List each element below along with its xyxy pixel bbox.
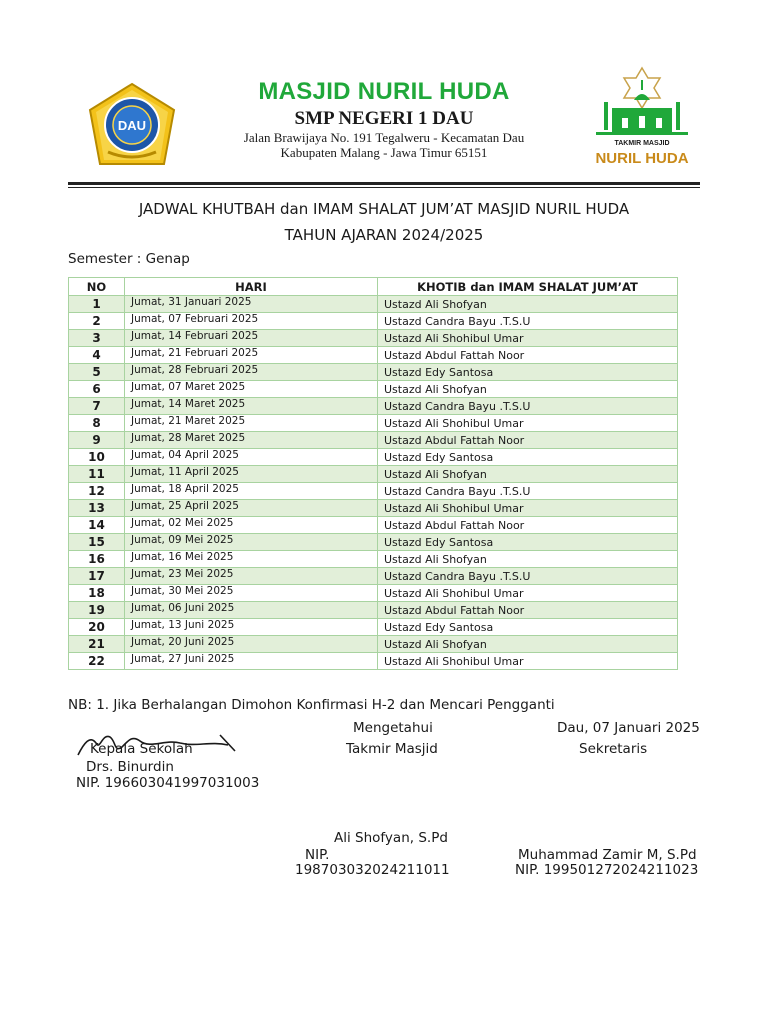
header-hari: HARI <box>125 278 378 296</box>
row-khotib: Ustazd Edy Santosa <box>378 619 678 636</box>
table-header-row <box>69 278 678 296</box>
row-number: 20 <box>69 619 125 636</box>
table-row <box>69 449 678 466</box>
table-row <box>69 466 678 483</box>
row-date: Jumat, 11 April 2025 <box>125 466 378 483</box>
row-number: 7 <box>69 398 125 415</box>
table-row <box>69 500 678 517</box>
table-row <box>69 602 678 619</box>
row-date: Jumat, 14 Maret 2025 <box>125 398 378 415</box>
kepala-sekolah-name: Drs. Binurdin <box>86 759 174 775</box>
table-row <box>69 483 678 500</box>
table-row <box>69 534 678 551</box>
row-khotib: Ustazd Candra Bayu .T.S.U <box>378 568 678 585</box>
mengetahui-label: Mengetahui <box>353 720 433 736</box>
takmir-masjid-title: Takmir Masjid <box>346 741 438 757</box>
row-number: 3 <box>69 330 125 347</box>
table-row <box>69 364 678 381</box>
row-khotib: Ustazd Edy Santosa <box>378 364 678 381</box>
row-khotib: Ustazd Edy Santosa <box>378 449 678 466</box>
address-line-2: Kabupaten Malang - Jawa Timur 65151 <box>280 145 488 160</box>
row-khotib: Ustazd Ali Shofyan <box>378 466 678 483</box>
row-khotib: Ustazd Ali Shofyan <box>378 636 678 653</box>
row-date: Jumat, 30 Mei 2025 <box>125 585 378 602</box>
row-date: Jumat, 16 Mei 2025 <box>125 551 378 568</box>
row-khotib: Ustazd Ali Shohibul Umar <box>378 500 678 517</box>
sekretaris-title: Sekretaris <box>579 741 648 757</box>
row-date: Jumat, 04 April 2025 <box>125 449 378 466</box>
row-number: 1 <box>69 296 125 313</box>
address-line-1: Jalan Brawijaya No. 191 Tegalweru - Kecamatan Dau <box>243 130 525 145</box>
kepala-sekolah-title: Kepala Sekolah <box>90 741 193 757</box>
row-number: 2 <box>69 313 125 330</box>
table-row <box>69 347 678 364</box>
row-khotib: Ustazd Candra Bayu .T.S.U <box>378 483 678 500</box>
row-date: Jumat, 25 April 2025 <box>125 500 378 517</box>
row-number: 19 <box>69 602 125 619</box>
row-khotib: Ustazd Abdul Fattah Noor <box>378 602 678 619</box>
row-date: Jumat, 07 Februari 2025 <box>125 313 378 330</box>
table-row <box>69 551 678 568</box>
header-no: NO <box>69 278 125 296</box>
table-row <box>69 296 678 313</box>
row-date: Jumat, 02 Mei 2025 <box>125 517 378 534</box>
table-row <box>69 313 678 330</box>
row-date: Jumat, 27 Juni 2025 <box>125 653 378 670</box>
table-row <box>69 415 678 432</box>
row-date: Jumat, 28 Maret 2025 <box>125 432 378 449</box>
row-number: 11 <box>69 466 125 483</box>
row-number: 12 <box>69 483 125 500</box>
row-date: Jumat, 13 Juni 2025 <box>125 619 378 636</box>
row-khotib: Ustazd Ali Shohibul Umar <box>378 415 678 432</box>
table-row <box>69 432 678 449</box>
row-number: 22 <box>69 653 125 670</box>
logo-big-text: NURIL HUDA <box>595 150 689 167</box>
row-khotib: Ustazd Abdul Fattah Noor <box>378 517 678 534</box>
row-number: 5 <box>69 364 125 381</box>
row-date: Jumat, 09 Mei 2025 <box>125 534 378 551</box>
row-date: Jumat, 20 Juni 2025 <box>125 636 378 653</box>
kepala-sekolah-nip: NIP. 196603041997031003 <box>76 775 260 791</box>
row-date: Jumat, 31 Januari 2025 <box>125 296 378 313</box>
place-date: Dau, 07 Januari 2025 <box>557 720 700 736</box>
school-name: SMP NEGERI 1 DAU <box>294 108 474 129</box>
row-khotib: Ustazd Ali Shofyan <box>378 551 678 568</box>
row-number: 8 <box>69 415 125 432</box>
header-divider-thin <box>68 187 700 188</box>
schedule-table-body <box>69 296 678 670</box>
row-date: Jumat, 18 April 2025 <box>125 483 378 500</box>
row-date: Jumat, 21 Maret 2025 <box>125 415 378 432</box>
row-khotib: Ustazd Ali Shohibul Umar <box>378 330 678 347</box>
takmir-nip: 19870303202421101​1 <box>295 862 450 878</box>
row-number: 15 <box>69 534 125 551</box>
takmir-name: Ali Shofyan, S.Pd <box>334 830 448 846</box>
table-row <box>69 330 678 347</box>
row-date: Jumat, 14 Februari 2025 <box>125 330 378 347</box>
row-khotib: Ustazd Ali Shohibul Umar <box>378 585 678 602</box>
row-number: 16 <box>69 551 125 568</box>
row-khotib: Ustazd Ali Shofyan <box>378 381 678 398</box>
row-number: 13 <box>69 500 125 517</box>
schedule-table <box>68 277 678 670</box>
logo-small-text: TAKMIR MASJID <box>614 140 670 147</box>
row-date: Jumat, 07 Maret 2025 <box>125 381 378 398</box>
header-khotib: KHOTIB dan IMAM SHALAT JUM’AT <box>378 278 678 296</box>
row-khotib: Ustazd Edy Santosa <box>378 534 678 551</box>
school-emblem-text: DAU <box>117 118 147 133</box>
table-row <box>69 585 678 602</box>
row-number: 9 <box>69 432 125 449</box>
row-khotib: Ustazd Abdul Fattah Noor <box>378 432 678 449</box>
row-khotib: Ustazd Candra Bayu .T.S.U <box>378 313 678 330</box>
row-number: 4 <box>69 347 125 364</box>
takmir-nip-label: NIP. <box>305 847 330 863</box>
row-number: 14 <box>69 517 125 534</box>
document-subtitle: TAHUN AJARAN 2024/2025 <box>284 226 484 244</box>
footer-note: NB: 1. Jika Berhalangan Dimohon Konfirmasi H-2 dan Mencari Pengganti <box>68 697 555 713</box>
header-divider-thick <box>68 182 700 185</box>
table-row <box>69 619 678 636</box>
takmir-masjid-logo <box>582 66 702 170</box>
table-row <box>69 517 678 534</box>
row-date: Jumat, 06 Juni 2025 <box>125 602 378 619</box>
row-number: 21 <box>69 636 125 653</box>
table-row <box>69 381 678 398</box>
table-row <box>69 568 678 585</box>
row-khotib: Ustazd Ali Shohibul Umar <box>378 653 678 670</box>
row-khotib: Ustazd Abdul Fattah Noor <box>378 347 678 364</box>
row-number: 17 <box>69 568 125 585</box>
semester-label: Semester : Genap <box>68 251 190 267</box>
row-khotib: Ustazd Ali Shofyan <box>378 296 678 313</box>
sekretaris-name: Muhammad Zamir M, S.Pd <box>518 847 697 863</box>
table-row <box>69 636 678 653</box>
table-row <box>69 398 678 415</box>
school-emblem-logo <box>82 80 182 170</box>
row-date: Jumat, 28 Februari 2025 <box>125 364 378 381</box>
table-row <box>69 653 678 670</box>
row-date: Jumat, 23 Mei 2025 <box>125 568 378 585</box>
row-number: 18 <box>69 585 125 602</box>
mosque-name: MASJID NURIL HUDA <box>258 78 510 105</box>
row-number: 6 <box>69 381 125 398</box>
sekretaris-nip: NIP. 199501272024211023 <box>515 862 699 878</box>
row-khotib: Ustazd Candra Bayu .T.S.U <box>378 398 678 415</box>
document-title: JADWAL KHUTBAH dan IMAM SHALAT JUM’AT MASJID NURIL HUDA <box>138 200 630 218</box>
row-date: Jumat, 21 Februari 2025 <box>125 347 378 364</box>
row-number: 10 <box>69 449 125 466</box>
